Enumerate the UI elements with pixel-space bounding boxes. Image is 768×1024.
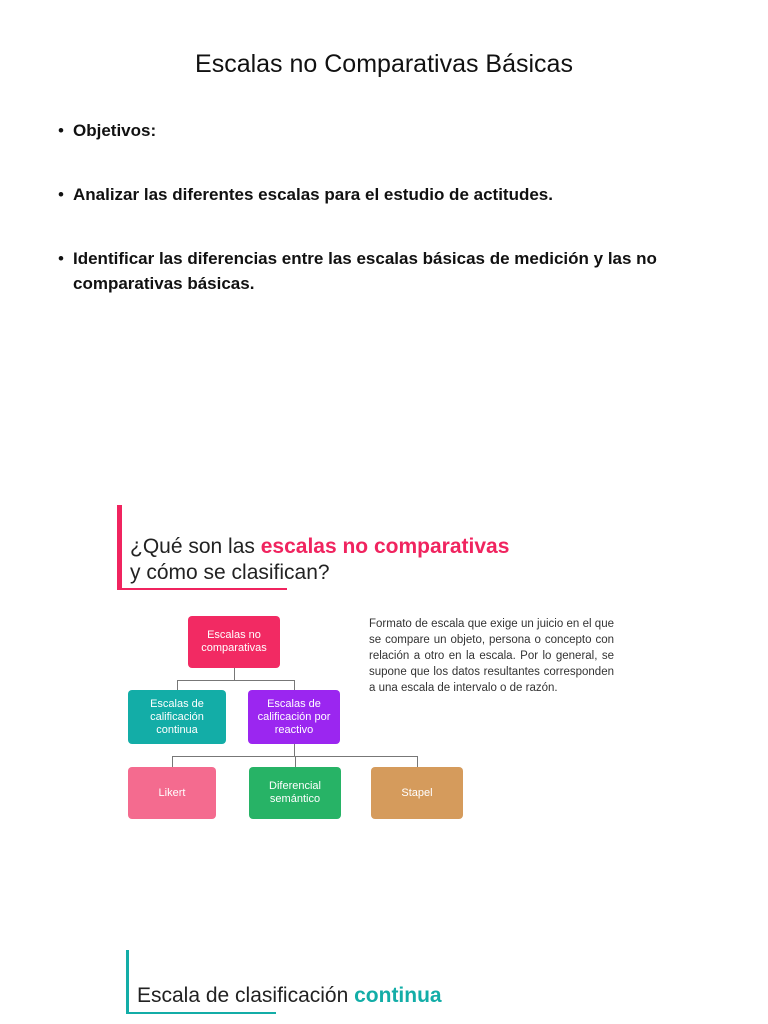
section-title xyxy=(137,984,442,1008)
node-calificacion-continua: Escalas de calificación continua xyxy=(128,690,226,744)
connector-to-stapel xyxy=(417,756,418,767)
section-accent-bar xyxy=(126,950,129,1014)
heading-underline xyxy=(117,588,287,590)
section-title-highlight: continua xyxy=(354,984,442,1007)
figure-heading-line2: y cómo se clasifican? xyxy=(130,561,330,584)
connector-level1-horizontal xyxy=(177,680,294,681)
connector-root-down xyxy=(234,668,235,680)
connector-to-likert xyxy=(172,756,173,767)
connector-to-reactivo xyxy=(294,680,295,690)
node-escalas-no-comparativas: Escalas no comparativas xyxy=(188,616,280,668)
scale-description: Formato de escala que exige un juicio en el que se compare un objeto, persona o concepto con relación a otro en la escala. Por lo general, se supone que los datos resultantes corresponden a una escala de intervalo o de razón. xyxy=(369,618,614,694)
figure-heading-prefix: ¿Qué son las xyxy=(130,535,261,558)
figure-heading xyxy=(130,534,509,586)
bullet-analyze: • Analizar las diferentes escalas para el estudio de actitudes. xyxy=(58,182,723,207)
section-underline xyxy=(126,1012,276,1014)
connector-to-diferencial xyxy=(295,756,296,767)
node-likert: Likert xyxy=(128,767,216,819)
node-calificacion-reactivo: Escalas de calificación por reactivo xyxy=(248,690,340,744)
bullet-objectives: • Objetivos: xyxy=(58,118,723,143)
figure-heading-highlight: escalas no comparativas xyxy=(260,535,510,558)
bullet-identify: • Identificar las diferencias entre las escalas básicas de medición y las no comparativas básicas. xyxy=(58,246,723,296)
node-diferencial-semantico: Diferencial semántico xyxy=(249,767,341,819)
page-title: Escalas no Comparativas Básicas xyxy=(195,50,573,78)
section-title-prefix: Escala de clasificación xyxy=(137,984,355,1007)
connector-reactivo-down xyxy=(294,744,295,756)
node-stapel: Stapel xyxy=(371,767,463,819)
connector-to-continua xyxy=(177,680,178,690)
heading-accent-bar xyxy=(117,505,122,590)
